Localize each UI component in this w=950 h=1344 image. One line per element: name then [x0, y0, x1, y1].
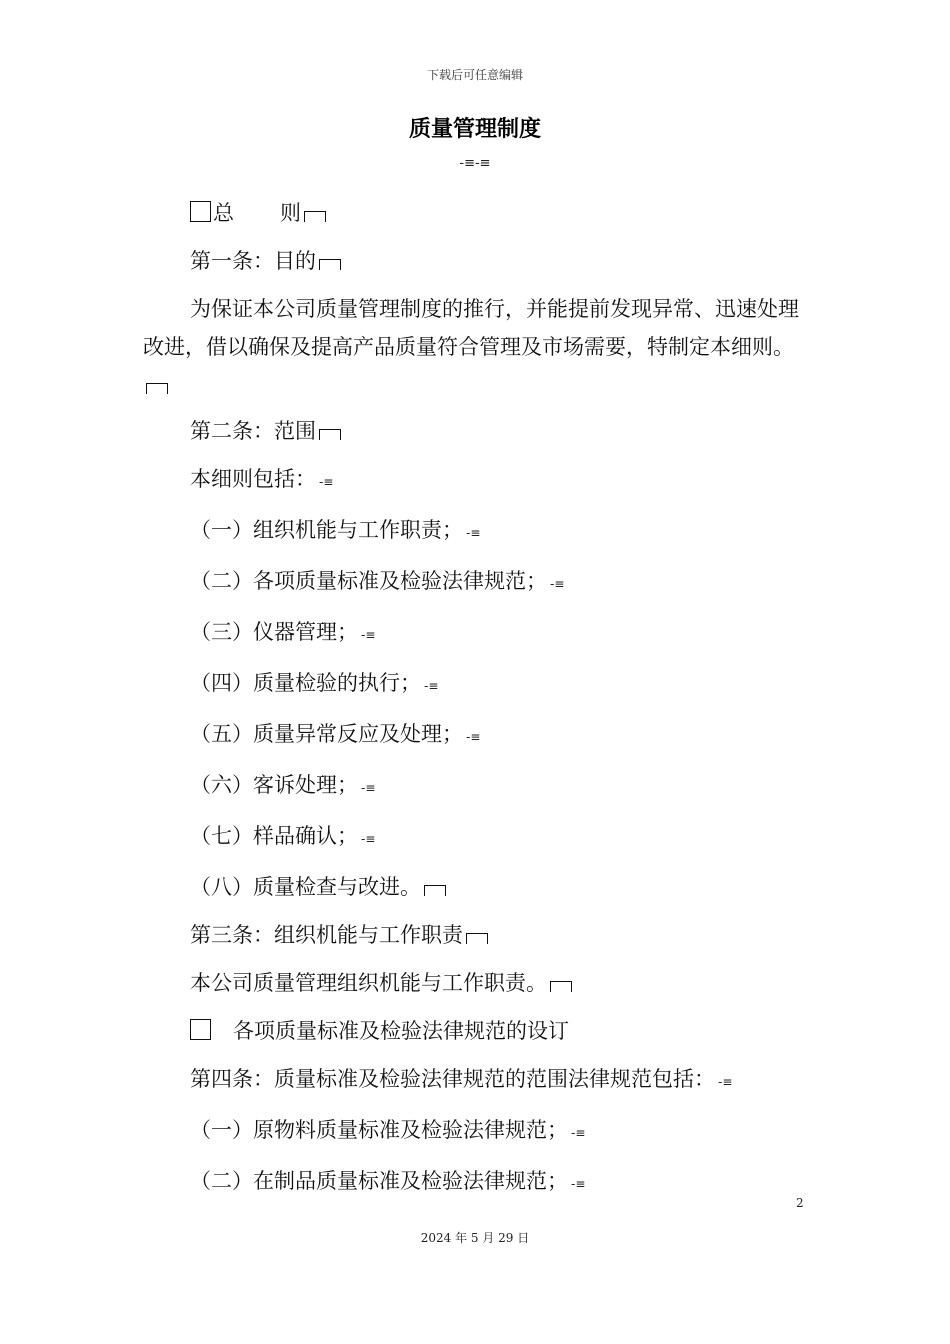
list-item [143, 817, 808, 858]
checkbox-square-icon [190, 1019, 211, 1040]
article-3-body-text: 本公司质量管理组织机能与工作职责。 [190, 971, 547, 995]
list-item [143, 868, 808, 906]
article-2-intro [143, 460, 808, 501]
line-break-mark-icon: -≡ [361, 832, 376, 846]
title-paragraph-mark: -≡-≡ [459, 156, 491, 171]
article-4-heading-text: 第四条：质量标准及检验法律规范的范围法律规范包括： [190, 1067, 715, 1091]
paragraph-end-mark-icon [319, 429, 341, 440]
line-break-mark-icon: -≡ [361, 781, 376, 795]
line-break-mark-icon: -≡ [319, 475, 334, 489]
paragraph-end-mark-icon [304, 211, 326, 222]
line-break-mark-icon: -≡ [424, 679, 439, 693]
section-heading-suffix: 则 [280, 201, 301, 225]
checkbox-square-icon [190, 201, 211, 222]
list-item-text: （六）客诉处理； [190, 773, 358, 797]
article-4-heading [143, 1060, 808, 1101]
list-item [143, 511, 808, 552]
page-number: 2 [796, 1196, 804, 1210]
article-2-intro-text: 本细则包括： [190, 467, 316, 491]
list-item [143, 715, 808, 756]
line-break-mark-icon: -≡ [550, 577, 565, 591]
document-title: 质量管理制度 [408, 117, 541, 142]
paragraph-end-mark-icon [319, 259, 341, 270]
paragraph-end-mark-icon [550, 981, 572, 992]
list-item [143, 1111, 808, 1152]
section-heading-standards-text: 各项质量标准及检验法律规范的设订 [233, 1019, 569, 1043]
paragraph-end-mark-icon [146, 383, 168, 394]
list-item-text: （四）质量检验的执行； [190, 671, 421, 695]
section-heading-standards [143, 1012, 808, 1050]
list-item-text: （一）原物料质量标准及检验法律规范； [190, 1118, 568, 1142]
line-break-mark-icon: -≡ [718, 1075, 733, 1089]
line-break-mark-icon: -≡ [571, 1126, 586, 1140]
section-heading-general [143, 194, 808, 232]
line-break-mark-icon: -≡ [571, 1177, 586, 1191]
list-item [143, 664, 808, 705]
paragraph-end-mark-icon [424, 885, 446, 896]
article-1-body-text: 为保证本公司质量管理制度的推行，并能提前发现异常、迅速处理改进，借以确保及提高产品质量符合管理及市场需要，特制定本细则。 [143, 297, 799, 359]
article-3-body [143, 964, 808, 1002]
article-3-heading-text: 第三条：组织机能与工作职责 [190, 923, 463, 947]
article-2-heading [143, 412, 808, 450]
list-item-text: （二）在制品质量标准及检验法律规范； [190, 1169, 568, 1193]
document-body [143, 194, 808, 1213]
article-1-body [143, 290, 808, 404]
list-item-text: （八）质量检查与改进。 [190, 875, 421, 899]
list-item [143, 613, 808, 654]
line-break-mark-icon: -≡ [361, 628, 376, 642]
list-item [143, 562, 808, 603]
list-item-text: （五）质量异常反应及处理； [190, 722, 463, 746]
line-break-mark-icon: -≡ [466, 526, 481, 540]
header-note: 下载后可任意编辑 [426, 68, 523, 82]
article-1-heading-text: 第一条：目的 [190, 249, 316, 273]
paragraph-end-mark-icon [466, 933, 488, 944]
list-item [143, 766, 808, 807]
footer-date: 2024 年 5 月 29 日 [420, 1231, 530, 1245]
article-1-heading [143, 242, 808, 280]
article-3-heading [143, 916, 808, 954]
list-item-text: （七）样品确认； [190, 824, 358, 848]
article-2-heading-text: 第二条：范围 [190, 419, 316, 443]
list-item-text: （三）仪器管理； [190, 620, 358, 644]
list-item [143, 1162, 808, 1203]
section-heading-prefix: 总 [213, 201, 234, 225]
list-item-text: （一）组织机能与工作职责； [190, 518, 463, 542]
line-break-mark-icon: -≡ [466, 730, 481, 744]
list-item-text: （二）各项质量标准及检验法律规范； [190, 569, 547, 593]
